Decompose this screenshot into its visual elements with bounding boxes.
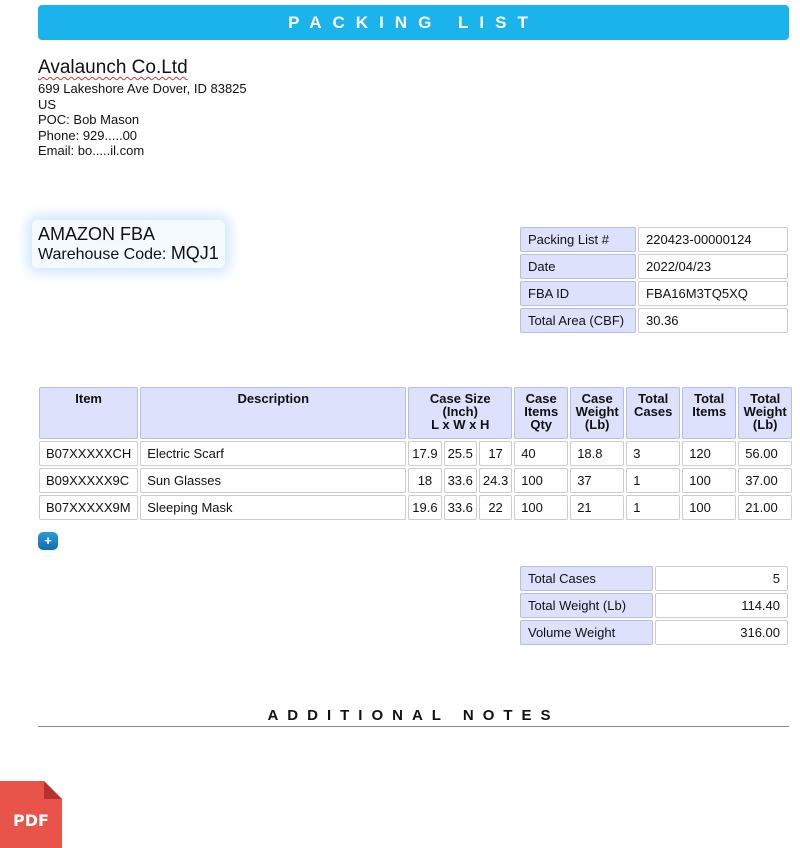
description-cell[interactable]: Sun Glasses bbox=[140, 468, 406, 493]
header-item: Item bbox=[39, 387, 138, 439]
total-weight-cell: 21.00 bbox=[738, 495, 792, 520]
additional-notes-title: ADDITIONAL NOTES bbox=[38, 706, 789, 727]
case-qty-cell[interactable]: 100 bbox=[514, 495, 568, 520]
description-cell[interactable]: Sleeping Mask bbox=[140, 495, 406, 520]
add-row-button[interactable]: + bbox=[38, 532, 58, 550]
header-case-items-line2: Items bbox=[524, 404, 559, 419]
case-weight-cell[interactable]: 21 bbox=[570, 495, 624, 520]
info-row-fba-id bbox=[520, 281, 788, 306]
header-case-items-line3: Qty bbox=[530, 417, 553, 432]
destination-name: AMAZON FBA bbox=[38, 224, 156, 244]
header-case-items bbox=[514, 387, 568, 439]
header-total-weight-line1: Total bbox=[750, 391, 781, 406]
date-label: Date bbox=[520, 254, 636, 279]
total-items-cell: 100 bbox=[682, 495, 736, 520]
header-case-size bbox=[408, 387, 512, 439]
totals-table bbox=[518, 564, 790, 647]
warehouse-code: MQJ1 bbox=[170, 243, 219, 263]
total-weight-cell: 56.00 bbox=[738, 441, 792, 466]
item-cell[interactable]: B07XXXXXCH bbox=[39, 441, 138, 466]
case-qty-cell[interactable]: 100 bbox=[514, 468, 568, 493]
fba-id-label: FBA ID bbox=[520, 281, 636, 306]
length-cell[interactable]: 17.9 bbox=[408, 441, 441, 466]
company-info bbox=[38, 57, 247, 159]
header-total-weight-line3: (Lb) bbox=[752, 417, 778, 432]
total-items-cell: 120 bbox=[682, 441, 736, 466]
total-weight-label: Total Weight (Lb) bbox=[520, 593, 653, 618]
warehouse-code-line bbox=[38, 244, 219, 264]
page-title: PACKING LIST bbox=[38, 5, 789, 40]
total-weight-cell: 37.00 bbox=[738, 468, 792, 493]
length-cell[interactable]: 19.6 bbox=[408, 495, 441, 520]
packing-info-table bbox=[518, 225, 790, 335]
volume-weight-value: 316.00 bbox=[655, 620, 788, 645]
header-total-cases bbox=[626, 387, 680, 439]
totals-row-weight bbox=[520, 593, 788, 618]
header-total-items-line1: Total bbox=[694, 391, 725, 406]
case-weight-cell[interactable]: 37 bbox=[570, 468, 624, 493]
total-cases-cell[interactable]: 1 bbox=[626, 468, 680, 493]
company-address: 699 Lakeshore Ave Dover, ID 83825 bbox=[38, 81, 247, 96]
destination-block[interactable] bbox=[32, 220, 225, 268]
width-cell[interactable]: 33.6 bbox=[444, 468, 477, 493]
total-cases-cell[interactable]: 1 bbox=[626, 495, 680, 520]
total-cases-cell[interactable]: 3 bbox=[626, 441, 680, 466]
totals-row-volume bbox=[520, 620, 788, 645]
header-case-weight-line1: Case bbox=[581, 391, 613, 406]
header-case-size-line1: Case Size bbox=[429, 391, 491, 406]
info-row-packing-list bbox=[520, 227, 788, 252]
table-row bbox=[39, 495, 792, 520]
items-header-row bbox=[39, 387, 792, 439]
header-case-items-line1: Case bbox=[525, 391, 557, 406]
company-email: Email: bo.....il.com bbox=[38, 143, 145, 159]
packing-list-value[interactable]: 220423-00000124 bbox=[638, 227, 788, 252]
total-area-value[interactable]: 30.36 bbox=[638, 308, 788, 333]
total-items-cell: 100 bbox=[682, 468, 736, 493]
header-total-weight-line2: Weight bbox=[743, 404, 787, 419]
length-cell[interactable]: 18 bbox=[408, 468, 441, 493]
header-case-weight bbox=[570, 387, 624, 439]
case-qty-cell[interactable]: 40 bbox=[514, 441, 568, 466]
company-poc: POC: Bob Mason bbox=[38, 112, 140, 128]
header-total-weight bbox=[738, 387, 792, 439]
height-cell[interactable]: 24.3 bbox=[479, 468, 512, 493]
pdf-file-icon[interactable] bbox=[0, 781, 62, 848]
total-area-label: Total Area (CBF) bbox=[520, 308, 636, 333]
header-case-size-line3: L x W x H bbox=[431, 417, 490, 432]
item-cell[interactable]: B07XXXXX9M bbox=[39, 495, 138, 520]
height-cell[interactable]: 17 bbox=[479, 441, 512, 466]
company-name: Avalaunch Co.Ltd bbox=[38, 57, 188, 78]
items-table bbox=[37, 385, 794, 522]
header-description: Description bbox=[140, 387, 406, 439]
info-row-date bbox=[520, 254, 788, 279]
pdf-icon-label: PDF bbox=[13, 811, 49, 830]
case-weight-cell[interactable]: 18.8 bbox=[570, 441, 624, 466]
totals-row-cases bbox=[520, 566, 788, 591]
width-cell[interactable]: 25.5 bbox=[444, 441, 477, 466]
header-case-weight-line3: (Lb) bbox=[584, 417, 610, 432]
description-cell[interactable]: Electric Scarf bbox=[140, 441, 406, 466]
total-cases-value: 5 bbox=[655, 566, 788, 591]
table-row bbox=[39, 441, 792, 466]
width-cell[interactable]: 33.6 bbox=[444, 495, 477, 520]
fba-id-value[interactable]: FBA16M3TQ5XQ bbox=[638, 281, 788, 306]
header-total-items bbox=[682, 387, 736, 439]
info-row-area bbox=[520, 308, 788, 333]
company-phone: Phone: 929.....00 bbox=[38, 127, 138, 143]
header-case-size-line2: (Inch) bbox=[442, 404, 478, 419]
table-row bbox=[39, 468, 792, 493]
total-weight-value: 114.40 bbox=[655, 593, 788, 618]
company-country: US bbox=[38, 96, 57, 112]
height-cell[interactable]: 22 bbox=[479, 495, 512, 520]
warehouse-code-label: Warehouse Code: bbox=[38, 246, 171, 263]
packing-list-label: Packing List # bbox=[520, 227, 636, 252]
header-case-weight-line2: Weight bbox=[575, 404, 619, 419]
header-total-items-line2: Items bbox=[692, 404, 727, 419]
header-total-cases-line1: Total bbox=[638, 391, 669, 406]
item-cell[interactable]: B09XXXXX9C bbox=[39, 468, 138, 493]
header-total-cases-line2: Cases bbox=[634, 404, 673, 419]
date-value[interactable]: 2022/04/23 bbox=[638, 254, 788, 279]
total-cases-label: Total Cases bbox=[520, 566, 653, 591]
volume-weight-label: Volume Weight bbox=[520, 620, 653, 645]
